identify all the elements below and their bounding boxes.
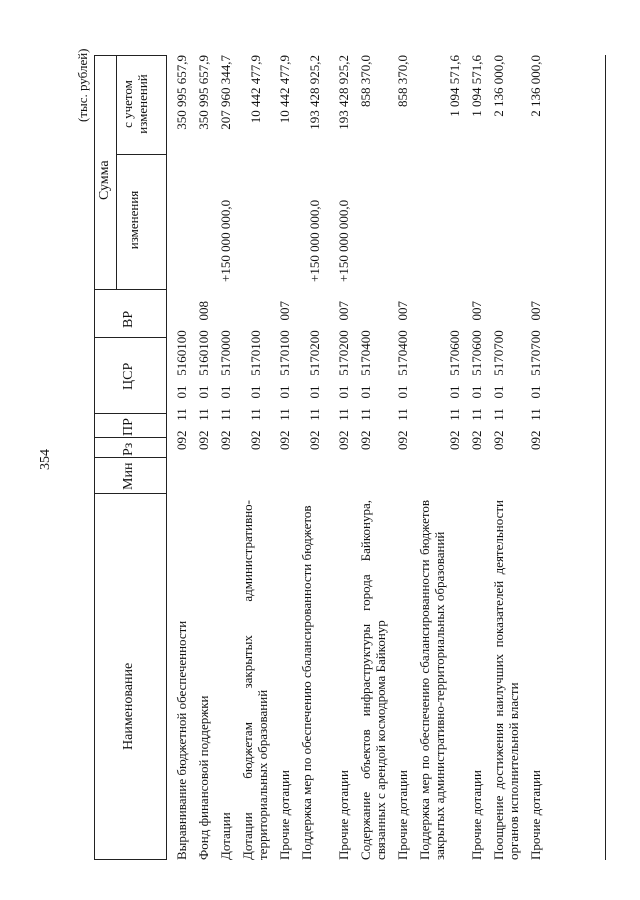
row-name: Выравнивание бюджетной обеспеченности: [174, 620, 189, 860]
row-csr: 5170200: [307, 330, 322, 376]
col-divider-min: [94, 457, 166, 458]
row-rz: 11: [336, 408, 351, 421]
row-codes: [528, 301, 544, 450]
row-codes: [395, 301, 411, 450]
header-min: Мин: [121, 462, 136, 490]
header-with-change-line1: с учетом: [120, 80, 135, 128]
row-vr: 007: [277, 300, 292, 321]
table-left-rule: [94, 859, 166, 860]
row-csr: 5170000: [218, 330, 233, 376]
row-rz: 11: [528, 408, 543, 421]
row-name: Поддержка мер по обеспечению сбалансированности бюджетов закрытых административно-территориальных образований: [417, 500, 447, 860]
row-min: 092: [277, 430, 292, 450]
row-name: Поддержка мер по обеспечению сбалансированности бюджетов: [299, 505, 314, 860]
header-with-change-line2: изменений: [135, 74, 150, 134]
row-codes: [336, 301, 352, 450]
header-change: изменения: [126, 190, 141, 250]
row-rz: 11: [358, 408, 373, 421]
row-total: 10 442 477,9: [277, 55, 292, 124]
row-csr: 5170200: [336, 330, 351, 376]
row-pr: 01: [277, 385, 292, 399]
row-csr: 5170600: [469, 330, 484, 376]
row-csr: 5160100: [196, 330, 211, 376]
row-rz: 11: [196, 408, 211, 421]
row-codes: [277, 301, 293, 450]
row-total: 858 370,0: [358, 55, 373, 107]
row-csr: 5170100: [277, 330, 292, 376]
row-rz: 11: [248, 408, 263, 421]
row-total: 193 428 925,2: [336, 55, 351, 130]
row-min: 092: [395, 430, 410, 450]
row-pr: 01: [528, 385, 543, 399]
page-number: 354: [38, 449, 53, 470]
header-csr: ЦСР: [121, 362, 136, 390]
sum-subheader-rule: [116, 55, 117, 290]
row-name: Дотации бюджетам закрытых административно-территориальных образований: [240, 500, 270, 860]
row-total: 193 428 925,2: [307, 55, 322, 130]
row-rz: 11: [307, 408, 322, 421]
row-name: Прочие дотации: [336, 770, 351, 860]
col-divider-vr: [94, 289, 166, 290]
row-codes: [196, 301, 212, 450]
row-name: Прочие дотации: [277, 770, 292, 860]
row-min: 092: [196, 430, 211, 450]
row-name: Прочие дотации: [469, 770, 484, 860]
row-min: 092: [218, 430, 233, 450]
row-csr: 5160100: [174, 330, 189, 376]
header-pr: ПР: [121, 418, 136, 436]
row-pr: 01: [469, 385, 484, 399]
col-divider-rz: [94, 437, 166, 438]
row-name: Содержание объектов инфраструктуры города Байконура, связанных с арендой космодрома Байконур: [358, 500, 388, 860]
row-codes: [248, 324, 264, 450]
row-min: 092: [469, 430, 484, 450]
row-pr: 01: [174, 385, 189, 399]
row-total: 350 995 657,9: [174, 55, 189, 130]
row-rz: 11: [447, 408, 462, 421]
row-pr: 01: [248, 385, 263, 399]
header-with-change: [120, 58, 150, 150]
header-sum: Сумма: [97, 160, 112, 200]
row-codes: [307, 324, 323, 450]
row-codes: [491, 324, 507, 450]
row-rz: 11: [277, 408, 292, 421]
budget-table: [94, 55, 606, 860]
row-csr: 5170400: [395, 330, 410, 376]
row-rz: 11: [469, 408, 484, 421]
row-rz: 11: [174, 408, 189, 421]
row-vr: 007: [528, 300, 543, 321]
row-name: Прочие дотации: [395, 770, 410, 860]
col-divider-csr: [94, 337, 166, 338]
row-change: +150 000 000,0: [336, 199, 351, 282]
row-min: 092: [248, 430, 263, 450]
row-codes: [469, 301, 485, 450]
row-total: 10 442 477,9: [248, 55, 263, 124]
header-rz: Рз: [121, 442, 136, 456]
row-min: 092: [358, 430, 373, 450]
row-codes: [447, 324, 463, 450]
row-csr: 5170700: [491, 330, 506, 376]
row-total: 1 094 571,6: [469, 55, 484, 117]
row-vr: 007: [395, 300, 410, 321]
row-pr: 01: [447, 385, 462, 399]
row-pr: 01: [196, 385, 211, 399]
unit-note: (тыс. рублей): [75, 48, 90, 122]
row-total: 858 370,0: [395, 55, 410, 107]
row-total: 350 995 657,9: [196, 55, 211, 130]
col-divider-name: [94, 493, 166, 494]
row-change: +150 000 000,0: [307, 199, 322, 282]
row-min: 092: [174, 430, 189, 450]
row-change: +150 000 000,0: [218, 199, 233, 282]
row-pr: 01: [218, 385, 233, 399]
row-csr: 5170100: [248, 330, 263, 376]
row-csr: 5170400: [358, 330, 373, 376]
row-codes: [358, 324, 374, 450]
row-total: 1 094 571,6: [447, 55, 462, 117]
row-name: Поощрение достижения наилучших показателей деятельности органов исполнительной власти: [491, 500, 521, 860]
row-pr: 01: [358, 385, 373, 399]
row-pr: 01: [307, 385, 322, 399]
row-name: Дотации: [218, 812, 233, 860]
row-rz: 11: [491, 408, 506, 421]
row-total: 2 136 000,0: [491, 55, 506, 117]
table-right-rule: [94, 55, 166, 56]
row-rz: 11: [395, 408, 410, 421]
row-pr: 01: [491, 385, 506, 399]
row-name: Фонд финансовой поддержки: [196, 695, 211, 860]
row-rz: 11: [218, 408, 233, 421]
row-vr: 007: [469, 300, 484, 321]
row-name: Прочие дотации: [528, 770, 543, 860]
row-total: 2 136 000,0: [528, 55, 543, 117]
row-min: 092: [528, 430, 543, 450]
row-vr: 008: [196, 300, 211, 321]
table-header-rule: [166, 55, 167, 860]
row-min: 092: [307, 430, 322, 450]
row-csr: 5170700: [528, 330, 543, 376]
row-codes: [218, 324, 234, 450]
row-vr: 007: [336, 300, 351, 321]
row-codes: [174, 324, 190, 450]
row-pr: 01: [395, 385, 410, 399]
table-bottom-rule: [605, 55, 606, 860]
row-total: 207 960 344,7: [218, 55, 233, 130]
row-min: 092: [336, 430, 351, 450]
header-name: Наименование: [121, 662, 136, 750]
row-pr: 01: [336, 385, 351, 399]
row-min: 092: [447, 430, 462, 450]
row-min: 092: [491, 430, 506, 450]
col-divider-change: [116, 154, 166, 155]
col-divider-pr: [94, 413, 166, 414]
row-csr: 5170600: [447, 330, 462, 376]
header-vr: ВР: [121, 310, 136, 328]
